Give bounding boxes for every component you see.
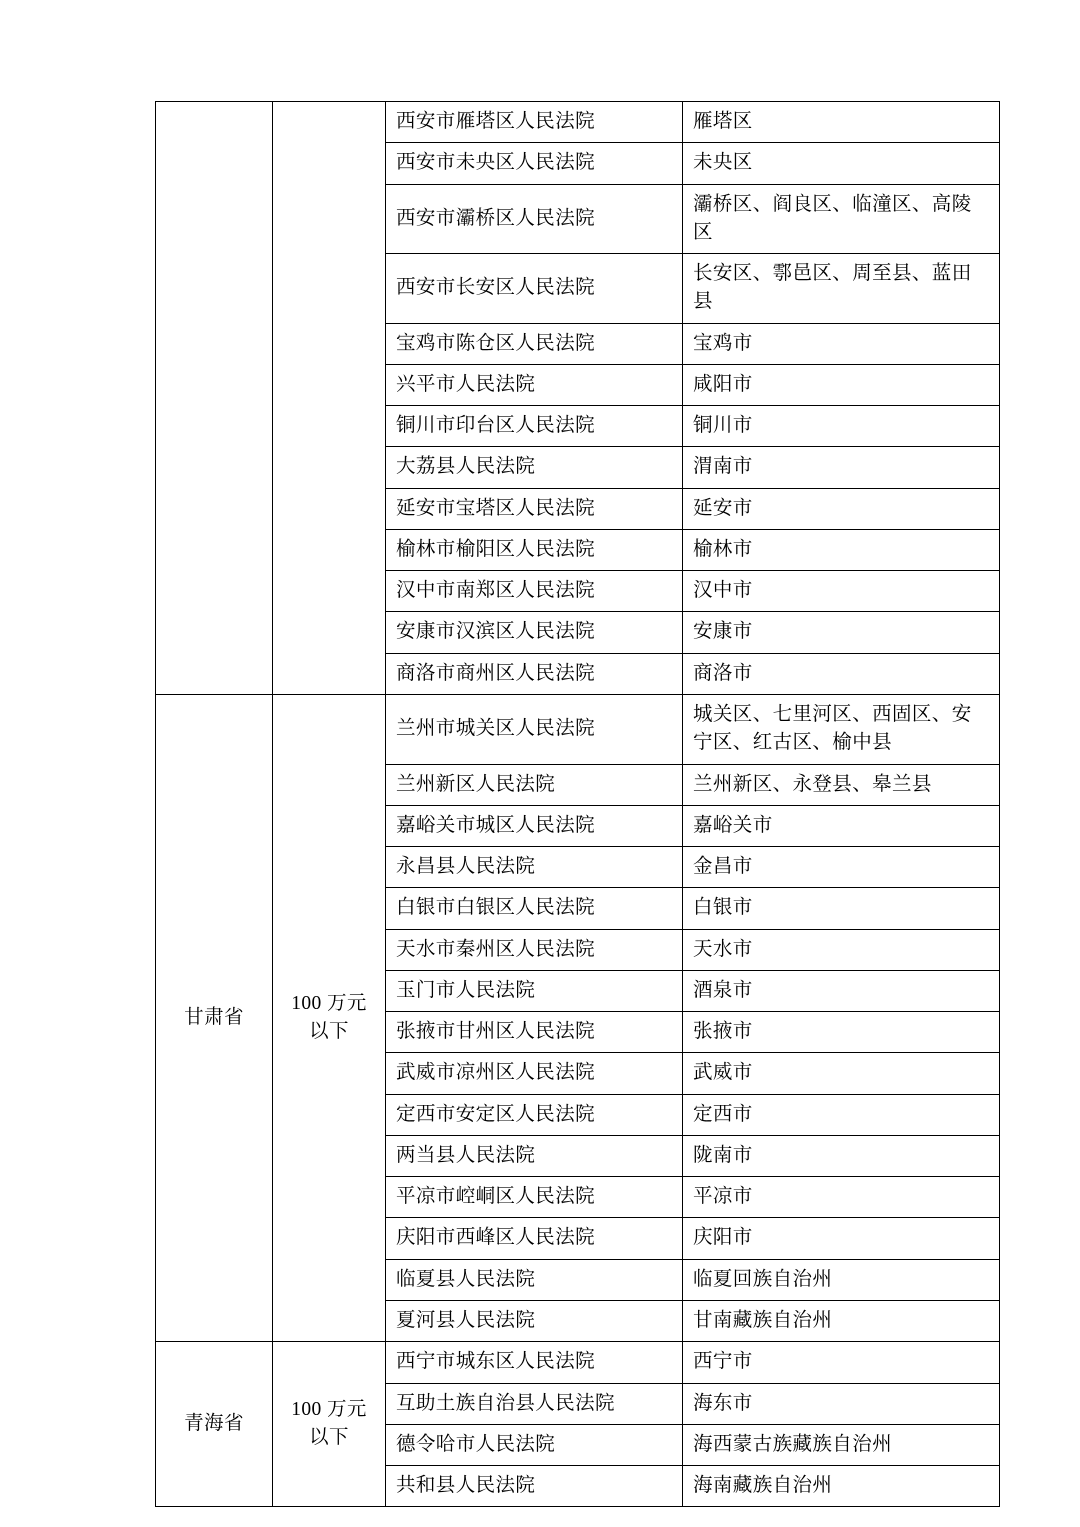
amount-line-2: 以下 xyxy=(309,1021,349,1043)
amount-line-2: 以下 xyxy=(309,1427,349,1449)
court-name-cell: 兰州新区人民法院 xyxy=(386,764,683,805)
jurisdiction-area-cell: 临夏回族自治州 xyxy=(683,1259,1000,1300)
court-name-cell: 庆阳市西峰区人民法院 xyxy=(386,1218,683,1259)
court-name-cell: 武威市凉州区人民法院 xyxy=(386,1053,683,1094)
jurisdiction-area-cell: 定西市 xyxy=(683,1094,1000,1135)
court-name-cell: 白银市白银区人民法院 xyxy=(386,888,683,929)
jurisdiction-area-cell: 庆阳市 xyxy=(683,1218,1000,1259)
court-name-cell: 西宁市城东区人民法院 xyxy=(386,1342,683,1383)
court-name-cell: 西安市长安区人民法院 xyxy=(386,254,683,324)
amount-line-1: 100 万元 xyxy=(291,1399,367,1420)
jurisdiction-area-cell: 未央区 xyxy=(683,143,1000,184)
jurisdiction-area-cell: 甘南藏族自治州 xyxy=(683,1300,1000,1341)
court-jurisdiction-table xyxy=(155,101,1000,1507)
jurisdiction-area-cell: 金昌市 xyxy=(683,847,1000,888)
court-name-cell: 宝鸡市陈仓区人民法院 xyxy=(386,323,683,364)
court-name-cell: 临夏县人民法院 xyxy=(386,1259,683,1300)
jurisdiction-area-cell: 宝鸡市 xyxy=(683,323,1000,364)
jurisdiction-area-cell: 铜川市 xyxy=(683,406,1000,447)
jurisdiction-area-cell: 张掖市 xyxy=(683,1012,1000,1053)
jurisdiction-area-cell: 商洛市 xyxy=(683,653,1000,694)
court-name-cell: 铜川市印台区人民法院 xyxy=(386,406,683,447)
court-name-cell: 西安市未央区人民法院 xyxy=(386,143,683,184)
court-name-cell: 西安市灞桥区人民法院 xyxy=(386,184,683,254)
jurisdiction-area-cell: 海南藏族自治州 xyxy=(683,1466,1000,1507)
province-cell-continued xyxy=(156,102,273,695)
court-name-cell: 延安市宝塔区人民法院 xyxy=(386,488,683,529)
jurisdiction-area-cell: 海东市 xyxy=(683,1383,1000,1424)
court-name-cell: 平凉市崆峒区人民法院 xyxy=(386,1177,683,1218)
jurisdiction-area-cell: 酒泉市 xyxy=(683,970,1000,1011)
court-name-cell: 夏河县人民法院 xyxy=(386,1300,683,1341)
jurisdiction-area-cell: 汉中市 xyxy=(683,571,1000,612)
jurisdiction-area-cell: 白银市 xyxy=(683,888,1000,929)
jurisdiction-area-cell: 安康市 xyxy=(683,612,1000,653)
court-name-cell: 西安市雁塔区人民法院 xyxy=(386,102,683,143)
table-row xyxy=(156,1342,1000,1383)
court-jurisdiction-table-wrapper xyxy=(155,101,972,1507)
court-name-cell: 汉中市南郑区人民法院 xyxy=(386,571,683,612)
jurisdiction-area-cell: 长安区、鄠邑区、周至县、蓝田县 xyxy=(683,254,1000,324)
jurisdiction-area-cell: 城关区、七里河区、西固区、安宁区、红古区、榆中县 xyxy=(683,694,1000,764)
court-name-cell: 永昌县人民法院 xyxy=(386,847,683,888)
court-name-cell: 大荔县人民法院 xyxy=(386,447,683,488)
court-name-cell: 嘉峪关市城区人民法院 xyxy=(386,805,683,846)
court-name-cell: 兰州市城关区人民法院 xyxy=(386,694,683,764)
jurisdiction-area-cell: 兰州新区、永登县、皋兰县 xyxy=(683,764,1000,805)
court-name-cell: 共和县人民法院 xyxy=(386,1466,683,1507)
jurisdiction-area-cell: 榆林市 xyxy=(683,529,1000,570)
jurisdiction-area-cell: 海西蒙古族藏族自治州 xyxy=(683,1424,1000,1465)
jurisdiction-area-cell: 平凉市 xyxy=(683,1177,1000,1218)
court-name-cell: 互助土族自治县人民法院 xyxy=(386,1383,683,1424)
court-name-cell: 榆林市榆阳区人民法院 xyxy=(386,529,683,570)
court-name-cell: 两当县人民法院 xyxy=(386,1135,683,1176)
amount-cell-qinghai xyxy=(273,1342,386,1507)
province-cell-gansu: 甘肃省 xyxy=(156,694,273,1341)
court-name-cell: 天水市秦州区人民法院 xyxy=(386,929,683,970)
court-name-cell: 玉门市人民法院 xyxy=(386,970,683,1011)
province-cell-qinghai: 青海省 xyxy=(156,1342,273,1507)
jurisdiction-area-cell: 天水市 xyxy=(683,929,1000,970)
jurisdiction-area-cell: 延安市 xyxy=(683,488,1000,529)
court-name-cell: 定西市安定区人民法院 xyxy=(386,1094,683,1135)
court-name-cell: 商洛市商州区人民法院 xyxy=(386,653,683,694)
amount-cell-continued xyxy=(273,102,386,695)
table-body xyxy=(156,102,1000,1507)
jurisdiction-area-cell: 灞桥区、阎良区、临潼区、高陵区 xyxy=(683,184,1000,254)
jurisdiction-area-cell: 陇南市 xyxy=(683,1135,1000,1176)
amount-cell-gansu xyxy=(273,694,386,1341)
table-row xyxy=(156,102,1000,143)
jurisdiction-area-cell: 渭南市 xyxy=(683,447,1000,488)
court-name-cell: 兴平市人民法院 xyxy=(386,364,683,405)
court-name-cell: 安康市汉滨区人民法院 xyxy=(386,612,683,653)
jurisdiction-area-cell: 武威市 xyxy=(683,1053,1000,1094)
jurisdiction-area-cell: 西宁市 xyxy=(683,1342,1000,1383)
jurisdiction-area-cell: 雁塔区 xyxy=(683,102,1000,143)
court-name-cell: 德令哈市人民法院 xyxy=(386,1424,683,1465)
jurisdiction-area-cell: 嘉峪关市 xyxy=(683,805,1000,846)
table-row xyxy=(156,694,1000,764)
jurisdiction-area-cell: 咸阳市 xyxy=(683,364,1000,405)
court-name-cell: 张掖市甘州区人民法院 xyxy=(386,1012,683,1053)
amount-line-1: 100 万元 xyxy=(291,992,367,1014)
